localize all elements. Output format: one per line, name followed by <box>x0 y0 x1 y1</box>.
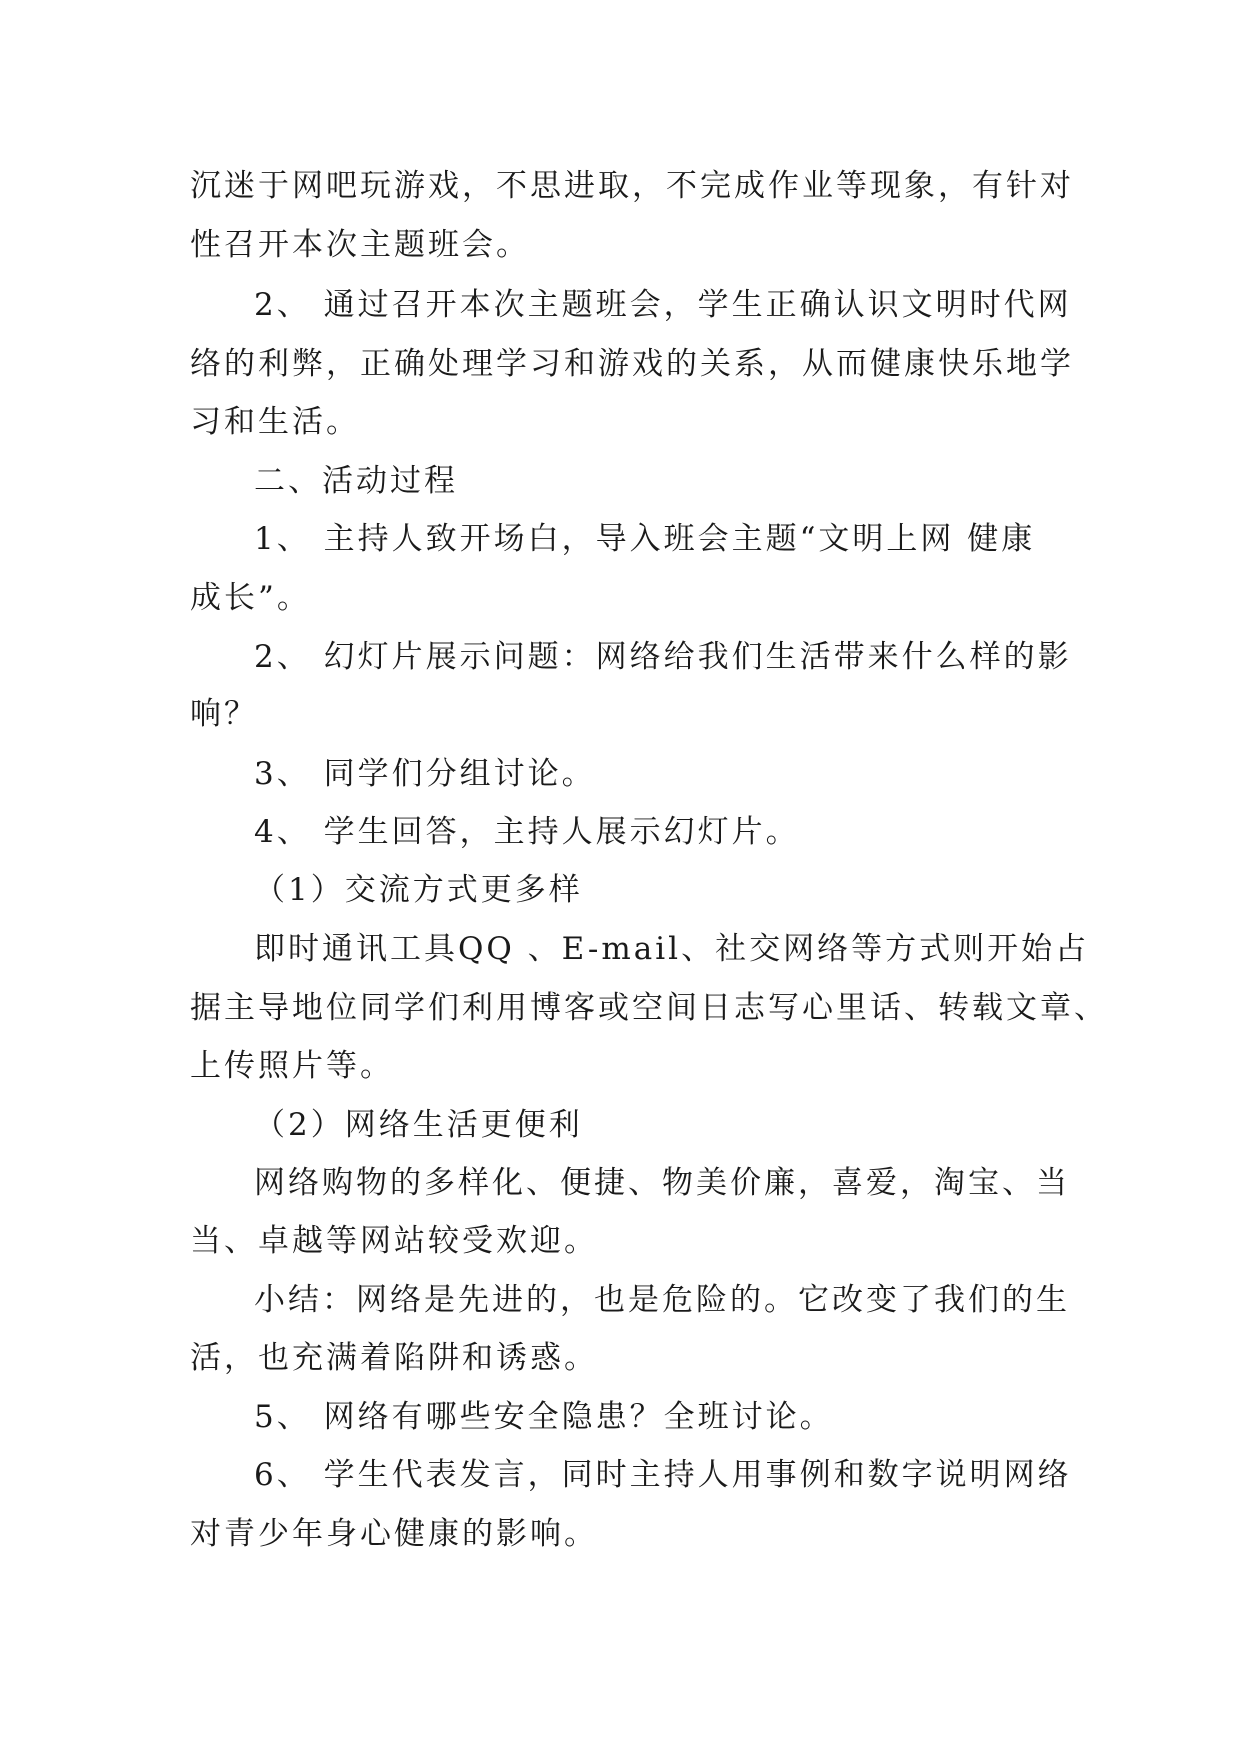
paragraph-line: 3、 同学们分组讨论。 <box>254 756 596 792</box>
paragraph-line: 5、 网络有哪些安全隐患？全班讨论。 <box>254 1399 834 1435</box>
paragraph-line: 据主导地位同学们利用博客或空间日志写心里话、转载文章、 <box>190 990 1108 1026</box>
paragraph-line: 对青少年身心健康的影响。 <box>190 1516 598 1552</box>
paragraph-line: 6、 学生代表发言，同时主持人用事例和数字说明网络 <box>254 1457 1072 1493</box>
paragraph-line: 活，也充满着陷阱和诱惑。 <box>190 1340 598 1376</box>
paragraph-line: 2、 通过召开本次主题班会，学生正确认识文明时代网 <box>254 287 1072 323</box>
paragraph-line: 即时通讯工具QQ 、E-mail、社交网络等方式则开始占 <box>254 931 1090 967</box>
paragraph-line: 络的利弊，正确处理学习和游戏的关系，从而健康快乐地学 <box>190 346 1074 382</box>
paragraph-line: 1、 主持人致开场白，导入班会主题“文明上网 健康 <box>254 521 1036 557</box>
paragraph-line: 成长”。 <box>190 580 311 616</box>
paragraph-line: 性召开本次主题班会。 <box>190 227 530 263</box>
paragraph-line: 习和生活。 <box>190 404 360 440</box>
paragraph-line: 当、卓越等网站较受欢迎。 <box>190 1223 598 1259</box>
subheading: （1）交流方式更多样 <box>254 872 583 908</box>
paragraph-line: 沉迷于网吧玩游戏，不思进取，不完成作业等现象，有针对 <box>190 168 1074 204</box>
paragraph-line: 网络购物的多样化、便捷、物美价廉，喜爱，淘宝、当 <box>254 1165 1070 1201</box>
paragraph-line: 响？ <box>190 696 258 732</box>
paragraph-line: 4、 学生回答，主持人展示幻灯片。 <box>254 814 800 850</box>
paragraph-line: 2、 幻灯片展示问题：网络给我们生活带来什么样的影 <box>254 639 1072 675</box>
section-heading: 二、活动过程 <box>254 463 458 499</box>
subheading: （2）网络生活更便利 <box>254 1107 583 1143</box>
paragraph-line: 上传照片等。 <box>190 1048 394 1084</box>
paragraph-line: 小结：网络是先进的，也是危险的。它改变了我们的生 <box>254 1282 1070 1318</box>
